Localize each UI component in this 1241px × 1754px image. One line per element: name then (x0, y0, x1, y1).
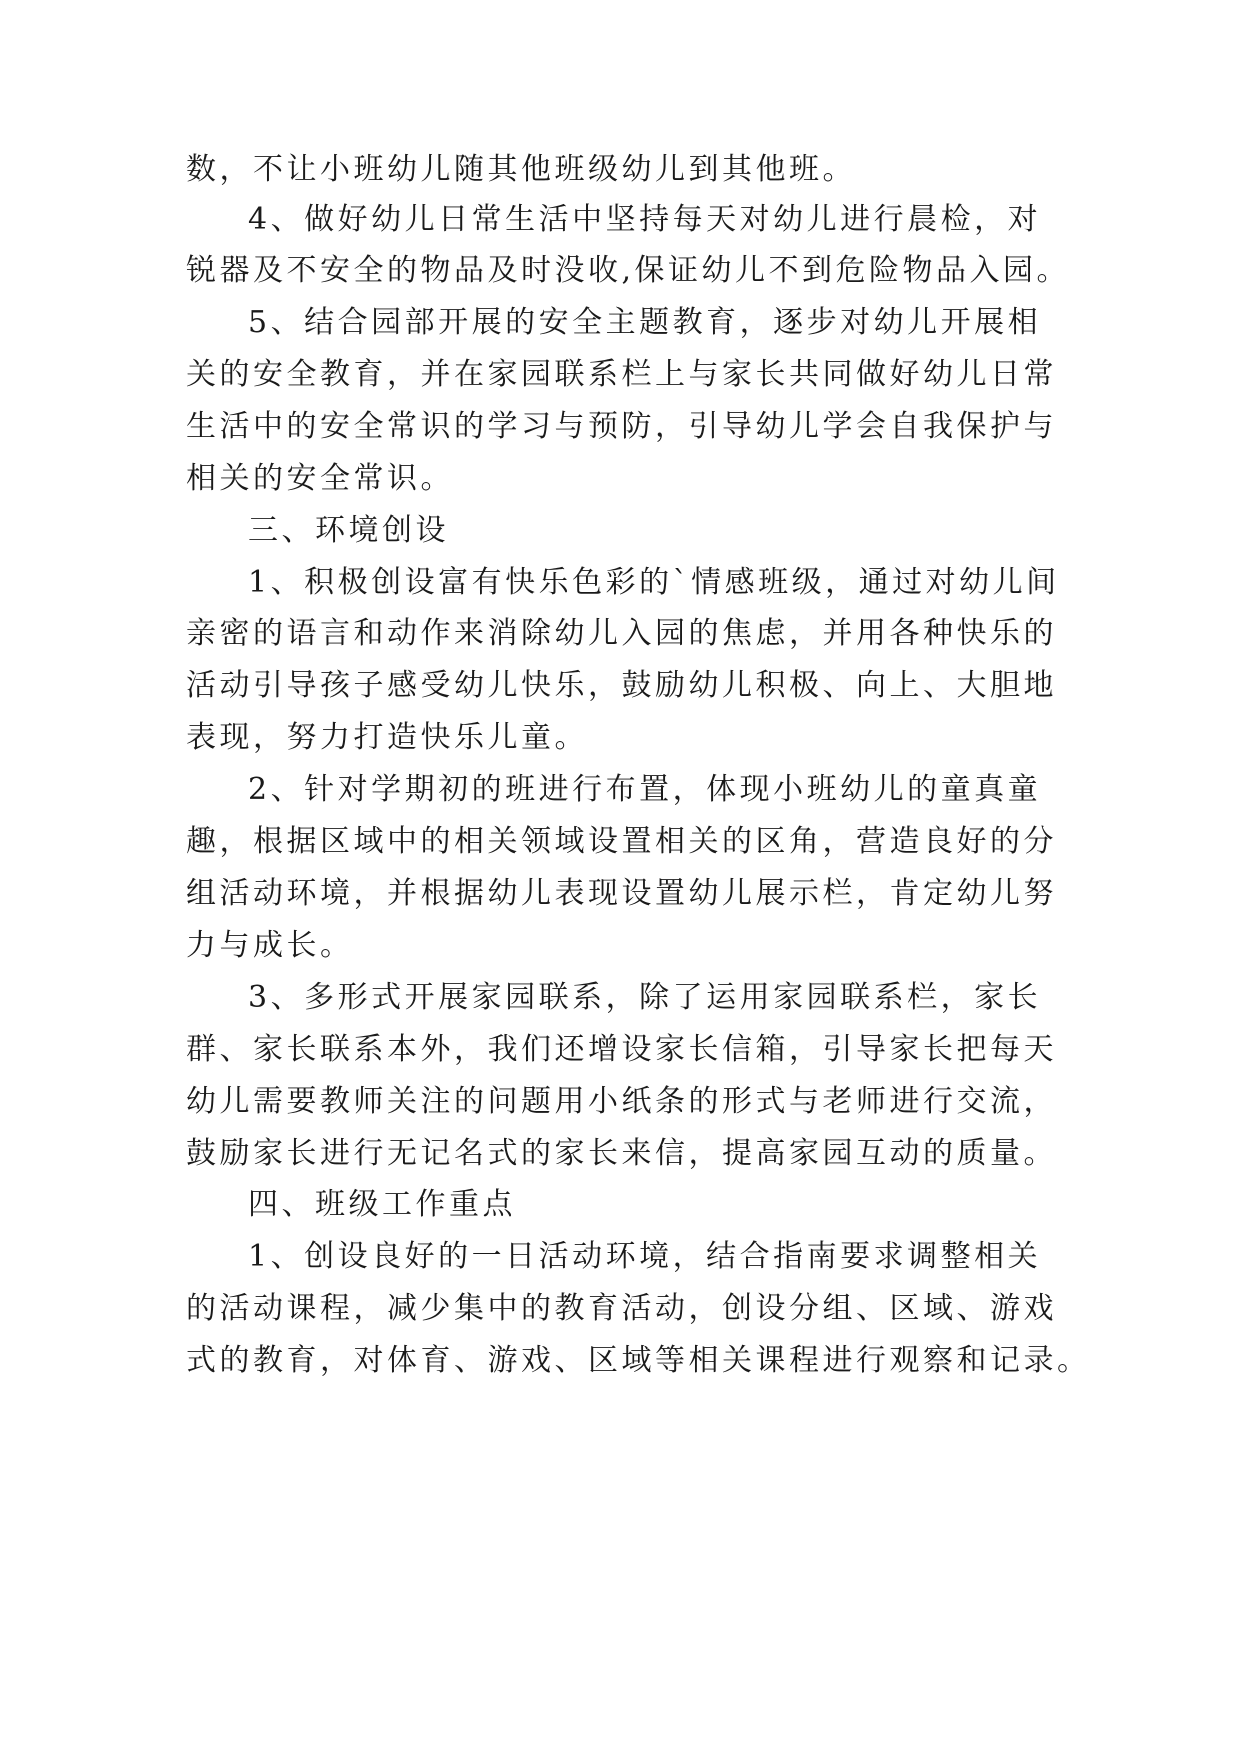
text-line: 关的安全教育，并在家园联系栏上与家长共同做好幼儿日常 (186, 357, 1057, 392)
section-heading: 四、班级工作重点 (248, 1187, 516, 1222)
text-line: 1、积极创设富有快乐色彩的`情感班级，通过对幼儿间 (248, 565, 1060, 600)
text-line: 组活动环境，并根据幼儿表现设置幼儿展示栏，肯定幼儿努 (186, 876, 1057, 911)
text-line: 亲密的语言和动作来消除幼儿入园的焦虑，并用各种快乐的 (186, 616, 1057, 651)
text-line: 趣，根据区域中的相关领域设置相关的区角，营造良好的分 (186, 824, 1057, 859)
text-line: 力与成长。 (186, 928, 354, 963)
section-heading: 三、环境创设 (248, 513, 449, 548)
text-line: 锐器及不安全的物品及时没收,保证幼儿不到危险物品入园。 (186, 253, 1071, 288)
text-line: 活动引导孩子感受幼儿快乐，鼓励幼儿积极、向上、大胆地 (186, 668, 1057, 703)
text-line: 5、结合园部开展的安全主题教育，逐步对幼儿开展相 (248, 305, 1042, 340)
text-line: 2、针对学期初的班进行布置，体现小班幼儿的童真童 (248, 772, 1042, 807)
text-line: 鼓励家长进行无记名式的家长来信，提高家园互动的质量。 (186, 1136, 1057, 1171)
text-line: 3、多形式开展家园联系，除了运用家园联系栏，家长 (248, 980, 1042, 1015)
text-line: 相关的安全常识。 (186, 461, 454, 496)
text-line: 生活中的安全常识的学习与预防，引导幼儿学会自我保护与 (186, 409, 1057, 444)
text-line: 1、创设良好的一日活动环境，结合指南要求调整相关 (248, 1239, 1042, 1274)
text-line: 4、做好幼儿日常生活中坚持每天对幼儿进行晨检，对 (248, 202, 1042, 237)
text-line: 幼儿需要教师关注的问题用小纸条的形式与老师进行交流， (186, 1084, 1057, 1119)
text-line: 群、家长联系本外，我们还增设家长信箱，引导家长把每天 (186, 1032, 1057, 1067)
text-line: 数，不让小班幼儿随其他班级幼儿到其他班。 (186, 152, 856, 187)
text-line: 的活动课程，减少集中的教育活动，创设分组、区域、游戏 (186, 1291, 1057, 1326)
text-line: 式的教育，对体育、游戏、区域等相关课程进行观察和记录。 (186, 1343, 1091, 1378)
text-line: 表现，努力打造快乐儿童。 (186, 720, 588, 755)
